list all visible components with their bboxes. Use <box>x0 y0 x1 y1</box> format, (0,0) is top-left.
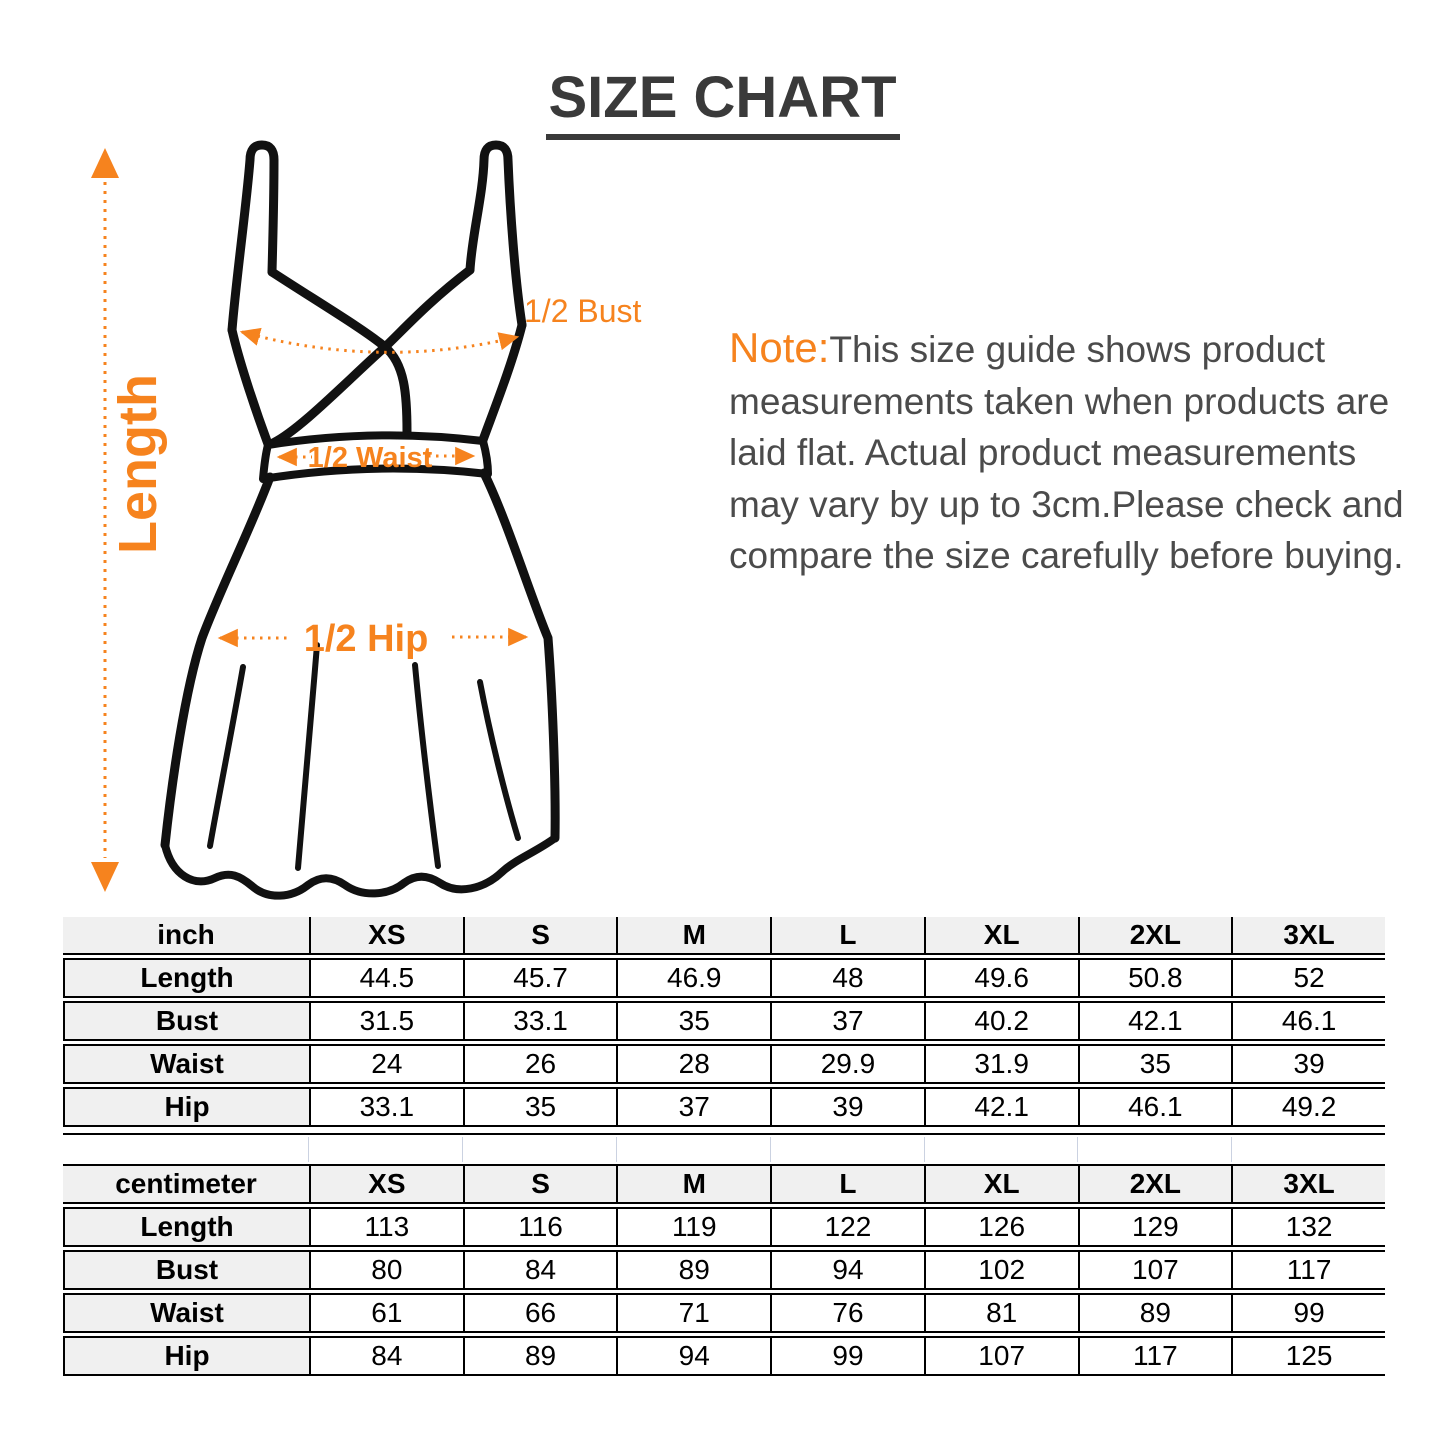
dress-outline <box>165 145 555 896</box>
header-row <box>63 1164 1385 1204</box>
size-header: XS <box>309 1164 463 1204</box>
value-cell: 49.6 <box>924 958 1078 998</box>
value-cell: 116 <box>463 1207 617 1247</box>
table-row <box>63 1044 1385 1084</box>
waist-label: 1/2 Waist <box>307 442 433 474</box>
value-cell: 80 <box>309 1250 463 1290</box>
header-row <box>63 917 1385 955</box>
value-cell: 102 <box>924 1250 1078 1290</box>
size-table-inch <box>63 914 1385 1130</box>
value-cell: 76 <box>770 1293 924 1333</box>
value-cell: 71 <box>616 1293 770 1333</box>
row-label: Waist <box>63 1293 309 1333</box>
table-row <box>63 1207 1385 1247</box>
size-header: 3XL <box>1231 1164 1385 1204</box>
value-cell: 107 <box>924 1336 1078 1376</box>
size-header: 3XL <box>1231 917 1385 955</box>
page-title: SIZE CHART <box>546 68 900 140</box>
value-cell: 33.1 <box>463 1001 617 1041</box>
value-cell: 28 <box>616 1044 770 1084</box>
value-cell: 66 <box>463 1293 617 1333</box>
value-cell: 122 <box>770 1207 924 1247</box>
length-arrowhead-bottom <box>91 862 119 892</box>
note-text: This size guide shows product <box>829 329 1326 370</box>
table-row <box>63 1336 1385 1376</box>
value-cell: 89 <box>463 1336 617 1376</box>
value-cell: 44.5 <box>309 958 463 998</box>
hip-label: 1/2 Hip <box>303 618 429 660</box>
size-header: L <box>770 917 924 955</box>
value-cell: 31.9 <box>924 1044 1078 1084</box>
row-label: Hip <box>63 1087 309 1127</box>
row-label: Waist <box>63 1044 309 1084</box>
value-cell: 81 <box>924 1293 1078 1333</box>
value-cell: 29.9 <box>770 1044 924 1084</box>
value-cell: 31.5 <box>309 1001 463 1041</box>
gap-gridline <box>1231 1137 1232 1162</box>
value-cell: 46.1 <box>1231 1001 1385 1041</box>
size-header: S <box>463 1164 617 1204</box>
value-cell: 107 <box>1078 1250 1232 1290</box>
value-cell: 126 <box>924 1207 1078 1247</box>
row-label: Bust <box>63 1250 309 1290</box>
gap-gridline <box>924 1137 925 1162</box>
value-cell: 52 <box>1231 958 1385 998</box>
value-cell: 119 <box>616 1207 770 1247</box>
value-cell: 117 <box>1078 1336 1232 1376</box>
row-label: Hip <box>63 1336 309 1376</box>
value-cell: 99 <box>1231 1293 1385 1333</box>
value-cell: 33.1 <box>309 1087 463 1127</box>
size-table-centimeter <box>63 1161 1385 1379</box>
length-label: Length <box>108 374 168 554</box>
note-prefix: Note: <box>729 324 830 371</box>
value-cell: 113 <box>309 1207 463 1247</box>
size-header: XL <box>924 1164 1078 1204</box>
size-header: 2XL <box>1078 917 1232 955</box>
size-header: M <box>616 917 770 955</box>
value-cell: 84 <box>309 1336 463 1376</box>
size-header: L <box>770 1164 924 1204</box>
value-cell: 84 <box>463 1250 617 1290</box>
gap-gridline <box>308 1137 309 1162</box>
value-cell: 117 <box>1231 1250 1385 1290</box>
value-cell: 26 <box>463 1044 617 1084</box>
note-block <box>729 322 1404 582</box>
value-cell: 39 <box>1231 1044 1385 1084</box>
value-cell: 94 <box>770 1250 924 1290</box>
bust-label: 1/2 Bust <box>524 293 642 329</box>
value-cell: 89 <box>1078 1293 1232 1333</box>
gap-gridline <box>770 1137 771 1162</box>
note-line: compare the size carefully before buying. <box>729 535 1404 576</box>
table-row <box>63 958 1385 998</box>
value-cell: 49.2 <box>1231 1087 1385 1127</box>
value-cell: 48 <box>770 958 924 998</box>
value-cell: 37 <box>770 1001 924 1041</box>
unit-header: inch <box>63 917 309 955</box>
gap-gridline <box>462 1137 463 1162</box>
row-label: Bust <box>63 1001 309 1041</box>
size-header: 2XL <box>1078 1164 1232 1204</box>
value-cell: 132 <box>1231 1207 1385 1247</box>
row-label: Length <box>63 958 309 998</box>
value-cell: 99 <box>770 1336 924 1376</box>
size-header: M <box>616 1164 770 1204</box>
size-header: S <box>463 917 617 955</box>
value-cell: 46.9 <box>616 958 770 998</box>
value-cell: 40.2 <box>924 1001 1078 1041</box>
table-gap <box>63 1133 1385 1162</box>
table-row <box>63 1001 1385 1041</box>
skirt-pleats <box>210 645 518 868</box>
value-cell: 46.1 <box>1078 1087 1232 1127</box>
value-cell: 45.7 <box>463 958 617 998</box>
note-line: laid flat. Actual product measurements <box>729 432 1357 473</box>
value-cell: 35 <box>463 1087 617 1127</box>
value-cell: 24 <box>309 1044 463 1084</box>
row-label: Length <box>63 1207 309 1247</box>
note-line: may vary by up to 3cm.Please check and <box>729 483 1404 525</box>
size-header: XS <box>309 917 463 955</box>
value-cell: 35 <box>1078 1044 1232 1084</box>
value-cell: 42.1 <box>924 1087 1078 1127</box>
dress-diagram <box>60 130 680 910</box>
value-cell: 42.1 <box>1078 1001 1232 1041</box>
gap-gridline <box>616 1137 617 1162</box>
size-header: XL <box>924 917 1078 955</box>
note-line: measurements taken when products are <box>729 380 1390 422</box>
value-cell: 125 <box>1231 1336 1385 1376</box>
table-row <box>63 1087 1385 1127</box>
value-cell: 39 <box>770 1087 924 1127</box>
value-cell: 61 <box>309 1293 463 1333</box>
value-cell: 37 <box>616 1087 770 1127</box>
value-cell: 35 <box>616 1001 770 1041</box>
value-cell: 129 <box>1078 1207 1232 1247</box>
gap-gridline <box>1077 1137 1078 1162</box>
length-arrowhead-top <box>91 148 119 178</box>
value-cell: 89 <box>616 1250 770 1290</box>
note-line <box>729 322 1404 376</box>
value-cell: 50.8 <box>1078 958 1232 998</box>
value-cell: 94 <box>616 1336 770 1376</box>
unit-header: centimeter <box>63 1164 309 1204</box>
table-row <box>63 1250 1385 1290</box>
table-row <box>63 1293 1385 1333</box>
